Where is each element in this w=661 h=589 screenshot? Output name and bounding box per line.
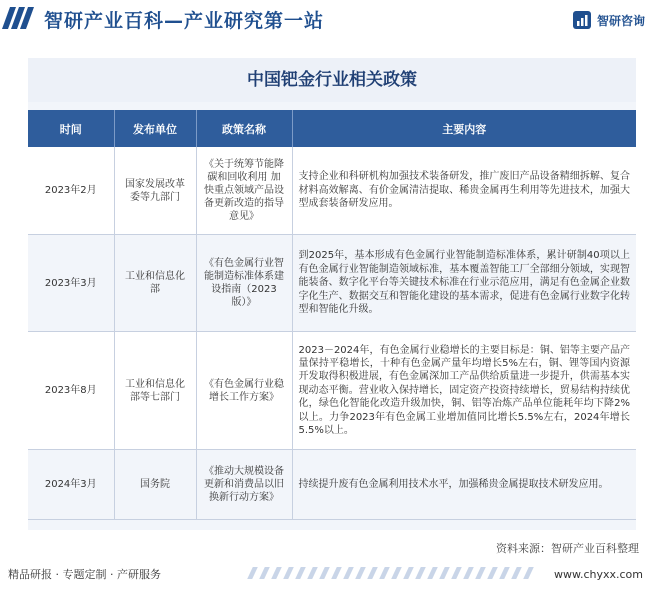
document-title: 中国钯金行业相关政策 xyxy=(28,58,636,102)
decorative-stripes xyxy=(250,567,540,579)
cell-content: 支持企业和科研机构加强技术装备研发，推广废旧产品设备精细拆解、复合材料高效解离、有价金属清洁提取、稀贵金属再生利用等先进技术，加强大型成套装备研发应用。 xyxy=(292,147,636,235)
cell-date: 2023年8月 xyxy=(28,332,114,450)
cell-issuer: 国务院 xyxy=(114,450,196,520)
column-header-date: 时间 xyxy=(28,110,114,147)
table-row xyxy=(28,235,636,332)
footer-services: 精品研报 · 专题定制 · 产研服务 xyxy=(8,568,161,581)
policy-table xyxy=(28,110,636,520)
cell-content: 2023－2024年，有色金属行业稳增长的主要目标是：铜、铝等主要产品产量保持平稳增长，十种有色金属产量年均增长5%左右，铜、锂等国内资源开发取得积极进展，有色金属深加工产品供给质量进一步提升，供需基本实现动态平衡。营业收入保持增长，固定资产投资持续增长，贸易结构持续优化，绿色化智能化改造升级加快，铜、铝等冶炼产品单位能耗年均下降2%以上。力争2023年有色金属工业增加值同比增长5.5%左右，2024年增长5.5%以上。 xyxy=(292,332,636,450)
column-header-issuer: 发布单位 xyxy=(114,110,196,147)
table-row xyxy=(28,332,636,450)
brand-name: 智研咨询 xyxy=(596,13,645,28)
cell-issuer: 工业和信息化部 xyxy=(114,235,196,332)
brand[interactable] xyxy=(572,9,645,31)
source-note: 资料来源：智研产业百科整理 xyxy=(496,542,639,555)
top-bar xyxy=(0,0,661,40)
cell-date: 2023年2月 xyxy=(28,147,114,235)
column-header-content: 主要内容 xyxy=(292,110,636,147)
policy-panel xyxy=(28,58,636,530)
cell-content: 持续提升废有色金属利用技术水平，加强稀贵金属提取技术研发应用。 xyxy=(292,450,636,520)
column-header-policy: 政策名称 xyxy=(196,110,292,147)
table-header-row xyxy=(28,110,636,147)
cell-issuer: 国家发展改革委等九部门 xyxy=(114,147,196,235)
footer xyxy=(0,558,661,589)
cell-policy: 《推动大规模设备更新和消费品以旧换新行动方案》 xyxy=(196,450,292,520)
cell-issuer: 工业和信息化部等七部门 xyxy=(114,332,196,450)
table-row xyxy=(28,147,636,235)
site-title: 智研产业百科—产业研究第一站 xyxy=(44,10,325,32)
cell-date: 2023年3月 xyxy=(28,235,114,332)
cell-content: 到2025年，基本形成有色金属行业智能制造标准体系，累计研制40项以上有色金属行业智能制造领域标准，基本覆盖智能工厂全部细分领域，实现智能装备、数字化平台等关键技术标准在行业示范应用，满足有色金属企业数字化生产、数据交互和智能化建设的基本需求，促进有色金属行业数字化转型和智能化升级。 xyxy=(292,235,636,332)
cell-date: 2024年3月 xyxy=(28,450,114,520)
cell-policy: 《有色金属行业稳增长工作方案》 xyxy=(196,332,292,450)
cell-policy: 《关于统筹节能降碳和回收利用 加快重点领域产品设备更新改造的指导意见》 xyxy=(196,147,292,235)
footer-url[interactable]: www.chyxx.com xyxy=(553,568,643,581)
decorative-stripes xyxy=(4,7,38,29)
table-row xyxy=(28,450,636,520)
brand-logo-icon xyxy=(572,10,592,30)
cell-policy: 《有色金属行业智能制造标准体系建设指南（2023版）》 xyxy=(196,235,292,332)
